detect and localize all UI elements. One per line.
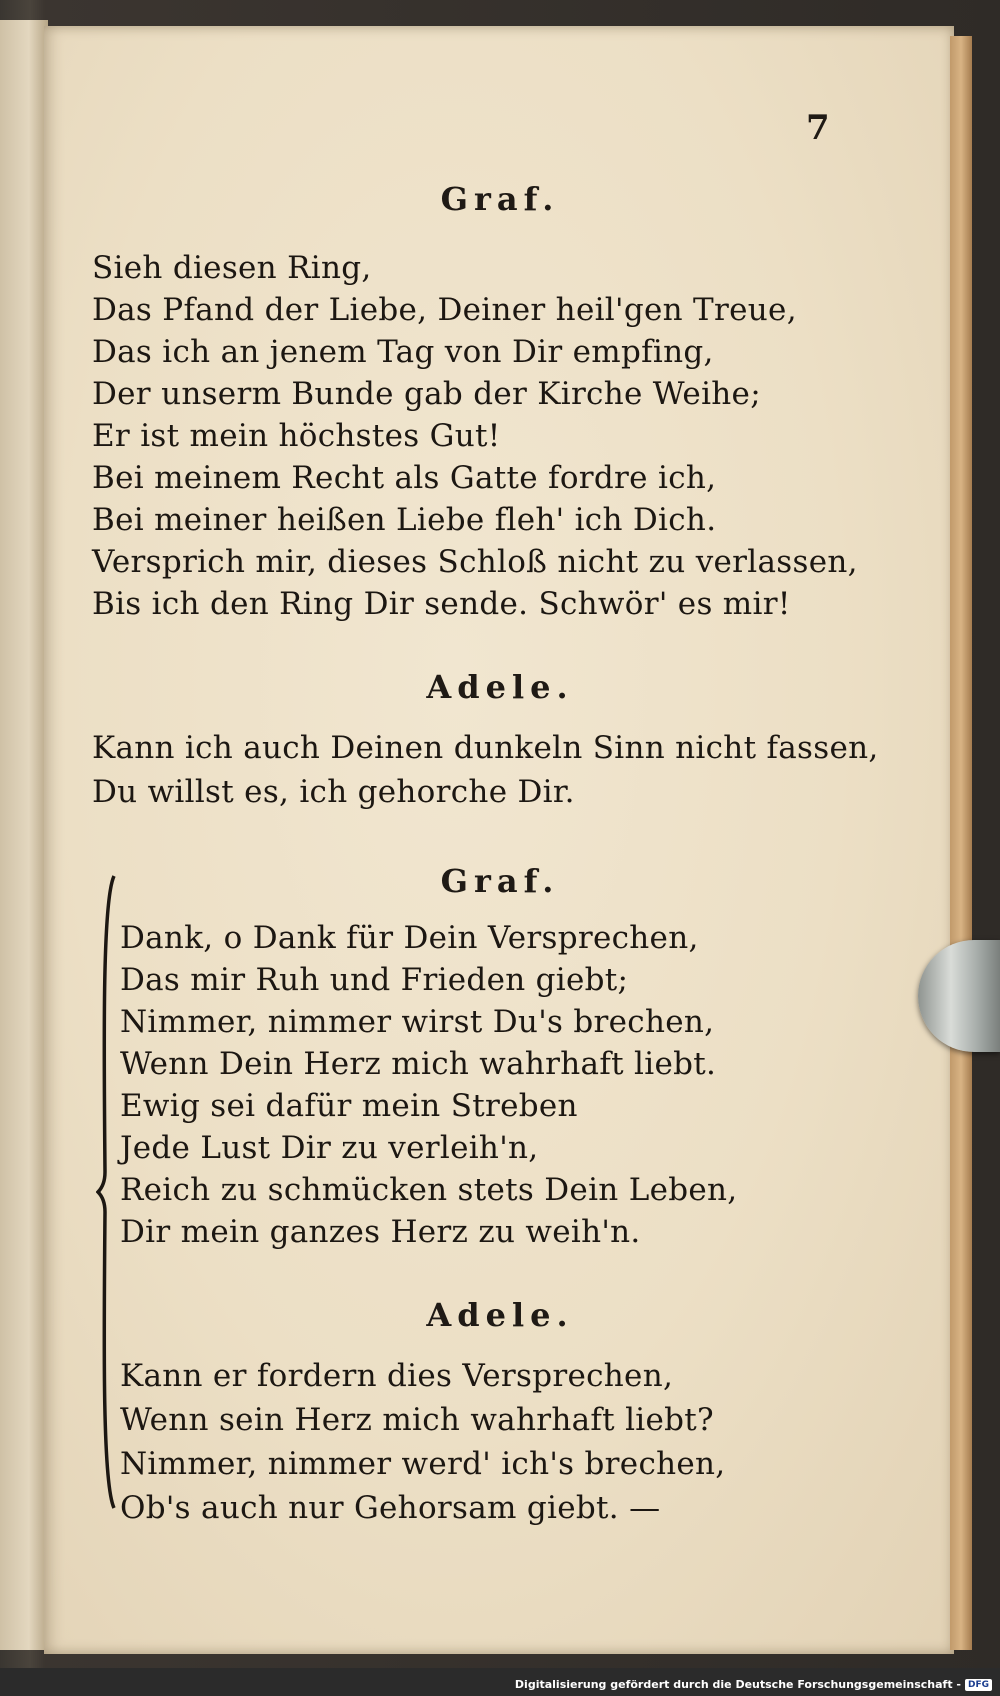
verse-line: Ewig sei dafür mein Streben (120, 1088, 578, 1124)
verse-line: Kann er fordern dies Versprechen, (120, 1358, 674, 1394)
page-block-edge (950, 36, 972, 1650)
verse-line: Wenn Dein Herz mich wahrhaft liebt. (120, 1046, 717, 1082)
verse-line: Dir mein ganzes Herz zu weih'n. (120, 1214, 641, 1250)
verse-line: Bei meinem Recht als Gatte fordre ich, (92, 460, 717, 496)
previous-page-edge (0, 20, 48, 1650)
verse-line: Bis ich den Ring Dir sende. Schwör' es mir! (92, 586, 791, 622)
verse-line: Reich zu schmücken stets Dein Leben, (120, 1172, 738, 1208)
verse-line: Nimmer, nimmer werd' ich's brechen, (120, 1446, 726, 1482)
verse-line: Du willst es, ich gehorche Dir. (92, 774, 575, 810)
duet-brace (96, 872, 116, 1512)
verse-line: Bei meiner heißen Liebe fleh' ich Dich. (92, 502, 717, 538)
speaker-heading: Graf. (440, 862, 560, 900)
verse-line: Sieh diesen Ring, (92, 250, 372, 286)
verse-line: Nimmer, nimmer wirst Du's brechen, (120, 1004, 715, 1040)
speaker-heading: Adele. (426, 668, 574, 706)
verse-line: Das mir Ruh und Frieden giebt; (120, 962, 629, 998)
verse-line: Er ist mein höchstes Gut! (92, 418, 501, 454)
dfg-logo: DFG (965, 1679, 992, 1691)
verse-line: Wenn sein Herz mich wahrhaft liebt? (120, 1402, 714, 1438)
verse-line: Versprich mir, dieses Schloß nicht zu verlassen, (92, 544, 858, 580)
speaker-heading: Adele. (426, 1296, 574, 1334)
verse-line: Das ich an jenem Tag von Dir empfing, (92, 334, 714, 370)
verse-line: Kann ich auch Deinen dunkeln Sinn nicht fassen, (92, 730, 879, 766)
verse-line: Dank, o Dank für Dein Versprechen, (120, 920, 699, 956)
verse-line: Das Pfand der Liebe, Deiner heil'gen Treue, (92, 292, 797, 328)
page-number: 7 (806, 108, 830, 148)
speaker-heading: Graf. (440, 180, 560, 218)
verse-line: Der unserm Bunde gab der Kirche Weihe; (92, 376, 761, 412)
credit-text: Digitalisierung gefördert durch die Deutsche Forschungsgemeinschaft - (514, 1678, 961, 1691)
digitization-credit (515, 1678, 992, 1691)
verse-line: Jede Lust Dir zu verleih'n, (120, 1130, 539, 1166)
verse-line: Ob's auch nur Gehorsam giebt. — (120, 1490, 661, 1526)
